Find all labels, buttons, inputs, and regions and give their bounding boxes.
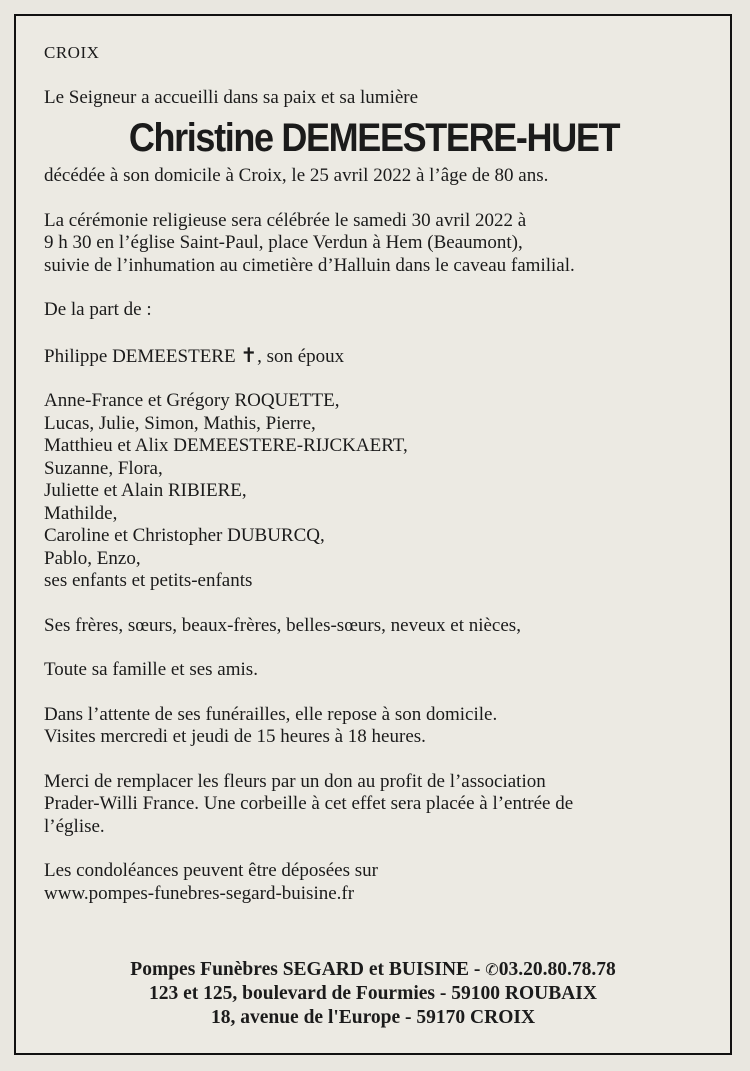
family-line: Pablo, Enzo, (44, 547, 141, 569)
ceremony-line: 9 h 30 en l’église Saint-Paul, place Verdun à Hem (Beaumont), (44, 232, 523, 253)
flowers-line: Prader-Willi France. Une corbeille à cet effet sera placée à l’entrée de (44, 793, 574, 814)
notice-body (44, 42, 704, 905)
spouse-line (44, 344, 704, 369)
family-line: Juliette et Alain RIBIERE, (44, 480, 247, 501)
family-line: Caroline et Christopher DUBURCQ, (44, 525, 325, 546)
all-family-line: Toute sa famille et ses amis. (44, 659, 258, 680)
family-line: Suzanne, Flora, (44, 457, 163, 479)
rest-paragraph (44, 704, 704, 749)
flowers-line: Merci de remplacer les fleurs par un don au profit de l’association (44, 770, 546, 792)
death-line: décédée à son domicile à Croix, le 25 avril 2022 à l’âge de 80 ans. (44, 165, 549, 186)
condolences-line: Les condoléances peuvent être déposées sur (44, 860, 378, 881)
family-line: Mathilde, (44, 502, 118, 524)
ceremony-line: suivie de l’inhumation au cimetière d’Halluin dans le caveau familial. (44, 254, 575, 276)
funeral-home-footer (16, 958, 730, 1030)
deceased-name: Christine DEMEESTERE-HUET (128, 116, 620, 160)
spouse-name: Philippe DEMEESTERE (44, 345, 236, 367)
spouse-role: , son époux (257, 345, 345, 367)
phone-number: 03.20.80.78.78 (498, 959, 616, 980)
family-line: Lucas, Julie, Simon, Mathis, Pierre, (44, 412, 316, 434)
phone-icon: ✆ (485, 960, 499, 979)
company-name: Pompes Funèbres SEGARD et BUISINE - (130, 959, 486, 980)
intro-line: Le Seigneur a accueilli dans sa paix et sa lumière (44, 86, 419, 108)
flowers-paragraph (44, 771, 704, 839)
ceremony-paragraph (44, 210, 704, 278)
cross-icon: ✝ (240, 342, 258, 367)
from-label: De la part de : (44, 299, 152, 320)
rest-line: Dans l’attente de ses funérailles, elle repose à son domicile. (44, 703, 498, 725)
family-line: Anne-France et Grégory ROQUETTE, (44, 390, 340, 411)
siblings-line: Ses frères, sœurs, beaux-frères, belles-sœurs, neveux et nièces, (44, 614, 521, 636)
notice-frame (14, 14, 732, 1055)
flowers-line: l’église. (44, 815, 105, 837)
family-line: Matthieu et Alix DEMEESTERE-RIJCKAERT, (44, 435, 408, 456)
town-label: CROIX (44, 43, 100, 62)
family-line: ses enfants et petits-enfants (44, 570, 253, 591)
rest-line: Visites mercredi et jeudi de 15 heures à 18 heures. (44, 726, 426, 747)
address-line-1: 123 et 125, boulevard de Fourmies - 59100 ROUBAIX (149, 983, 597, 1004)
website-link[interactable]: www.pompes-funebres-segard-buisine.fr (44, 882, 355, 904)
ceremony-line: La cérémonie religieuse sera célébrée le samedi 30 avril 2022 à (44, 209, 527, 231)
family-list (44, 390, 704, 593)
company-line (16, 958, 730, 982)
address-line-2: 18, avenue de l'Europe - 59170 CROIX (210, 1007, 536, 1028)
